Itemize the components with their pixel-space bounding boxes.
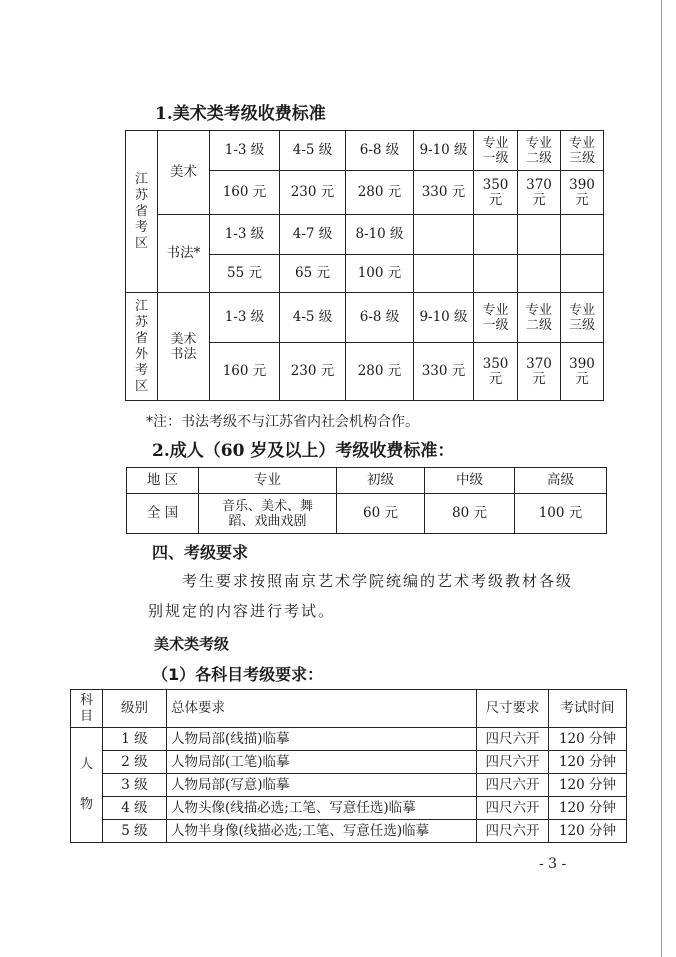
time-cell: 120 分钟 <box>549 797 627 820</box>
level-cell: 4-5 级 <box>280 293 346 343</box>
empty-cell <box>474 255 518 293</box>
empty-cell <box>561 255 604 293</box>
level-cell: 专业三级 <box>561 293 604 343</box>
header-exam-time: 考试时间 <box>549 690 627 728</box>
row-label-art: 美术 <box>158 131 210 215</box>
header-overall-requirement: 总体要求 <box>167 690 477 728</box>
level-cell: 4 级 <box>103 797 167 820</box>
level-cell: 8-10 级 <box>346 215 414 255</box>
time-cell: 120 分钟 <box>549 820 627 843</box>
fee-cell: 330 元 <box>414 343 474 401</box>
adult-region: 全 国 <box>127 494 199 534</box>
heading-adult-fees: 2.成人（60 岁及以上）考级收费标准： <box>152 441 455 461</box>
size-cell: 四尺六开 <box>477 797 549 820</box>
fee-cell: 280 元 <box>346 343 414 401</box>
level-cell: 1-3 级 <box>210 131 280 171</box>
requirement-cell: 人物局部(工笔)临摹 <box>167 751 477 774</box>
level-cell: 1-3 级 <box>210 215 280 255</box>
header-level: 级别 <box>103 690 167 728</box>
calligraphy-note: *注：书法考级不与江苏省内社会机构合作。 <box>146 414 419 430</box>
empty-cell <box>414 215 474 255</box>
level-cell: 1 级 <box>103 728 167 751</box>
time-cell: 120 分钟 <box>549 728 627 751</box>
subject-figure: 人物 <box>71 728 103 843</box>
fee-cell: 60 元 <box>337 494 425 534</box>
adult-majors: 音乐、美术、舞蹈、戏曲戏剧 <box>199 494 337 534</box>
size-cell: 四尺六开 <box>477 774 549 797</box>
fee-cell: 100 元 <box>515 494 607 534</box>
level-cell: 1-3 级 <box>210 293 280 343</box>
size-cell: 四尺六开 <box>477 751 549 774</box>
fee-cell: 350 元 <box>474 343 518 401</box>
level-cell: 2 级 <box>103 751 167 774</box>
fee-cell: 390 元 <box>561 343 604 401</box>
fee-cell: 280 元 <box>346 171 414 215</box>
level-cell: 9-10 级 <box>414 293 474 343</box>
page-number: - 3 - <box>539 856 567 872</box>
adult-header-beginner: 初级 <box>337 468 425 494</box>
level-cell: 4-7 级 <box>280 215 346 255</box>
fee-cell: 230 元 <box>280 343 346 401</box>
adult-header-major: 专业 <box>199 468 337 494</box>
subject-requirements-table <box>70 689 627 843</box>
level-cell: 6-8 级 <box>346 293 414 343</box>
fee-cell: 390 元 <box>561 171 604 215</box>
fee-cell: 330 元 <box>414 171 474 215</box>
fee-cell: 100 元 <box>346 255 414 293</box>
header-subject: 科目 <box>71 690 103 728</box>
level-cell: 9-10 级 <box>414 131 474 171</box>
art-fee-table <box>125 130 604 401</box>
fee-cell: 160 元 <box>210 343 280 401</box>
heading-art-exam: 美术类考级 <box>154 635 230 653</box>
row-label-art-calligraphy: 美术书法 <box>158 293 210 401</box>
requirements-paragraph-line-1: 考生要求按照南京艺术学院统编的艺术考级教材各级 <box>182 572 574 590</box>
region-jiangsu: 江苏省考区 <box>126 131 158 293</box>
level-cell: 4-5 级 <box>280 131 346 171</box>
fee-cell: 160 元 <box>210 171 280 215</box>
fee-cell: 80 元 <box>425 494 515 534</box>
empty-cell <box>518 255 561 293</box>
adult-header-intermediate: 中级 <box>425 468 515 494</box>
adult-fee-table <box>126 467 607 534</box>
heading-subject-requirements: （1）各科目考级要求： <box>152 665 324 684</box>
heading-art-fees: 1.美术类考级收费标准 <box>155 104 326 124</box>
level-cell: 3 级 <box>103 774 167 797</box>
level-cell: 5 级 <box>103 820 167 843</box>
heading-requirements: 四、考级要求 <box>152 543 249 562</box>
level-cell: 专业二级 <box>518 131 561 171</box>
fee-cell: 55 元 <box>210 255 280 293</box>
fee-cell: 350 元 <box>474 171 518 215</box>
fee-cell: 370 元 <box>518 171 561 215</box>
page-edge-line <box>661 0 662 957</box>
size-cell: 四尺六开 <box>477 728 549 751</box>
fee-cell: 230 元 <box>280 171 346 215</box>
empty-cell <box>414 255 474 293</box>
time-cell: 120 分钟 <box>549 751 627 774</box>
region-outside-jiangsu: 江苏省外考区 <box>126 293 158 401</box>
fee-cell: 370 元 <box>518 343 561 401</box>
fee-cell: 65 元 <box>280 255 346 293</box>
row-label-calligraphy: 书法* <box>158 215 210 293</box>
requirement-cell: 人物半身像(线描必选;工笔、写意任选)临摹 <box>167 820 477 843</box>
adult-header-advanced: 高级 <box>515 468 607 494</box>
requirements-paragraph-line-2: 别规定的内容进行考试。 <box>148 602 336 620</box>
level-cell: 专业一级 <box>474 131 518 171</box>
requirement-cell: 人物头像(线描必选;工笔、写意任选)临摹 <box>167 797 477 820</box>
header-size: 尺寸要求 <box>477 690 549 728</box>
level-cell: 专业二级 <box>518 293 561 343</box>
level-cell: 专业三级 <box>561 131 604 171</box>
empty-cell <box>518 215 561 255</box>
level-cell: 6-8 级 <box>346 131 414 171</box>
empty-cell <box>474 215 518 255</box>
adult-header-region: 地 区 <box>127 468 199 494</box>
requirement-cell: 人物局部(写意)临摹 <box>167 774 477 797</box>
empty-cell <box>561 215 604 255</box>
time-cell: 120 分钟 <box>549 774 627 797</box>
size-cell: 四尺六开 <box>477 820 549 843</box>
level-cell: 专业一级 <box>474 293 518 343</box>
requirement-cell: 人物局部(线描)临摹 <box>167 728 477 751</box>
